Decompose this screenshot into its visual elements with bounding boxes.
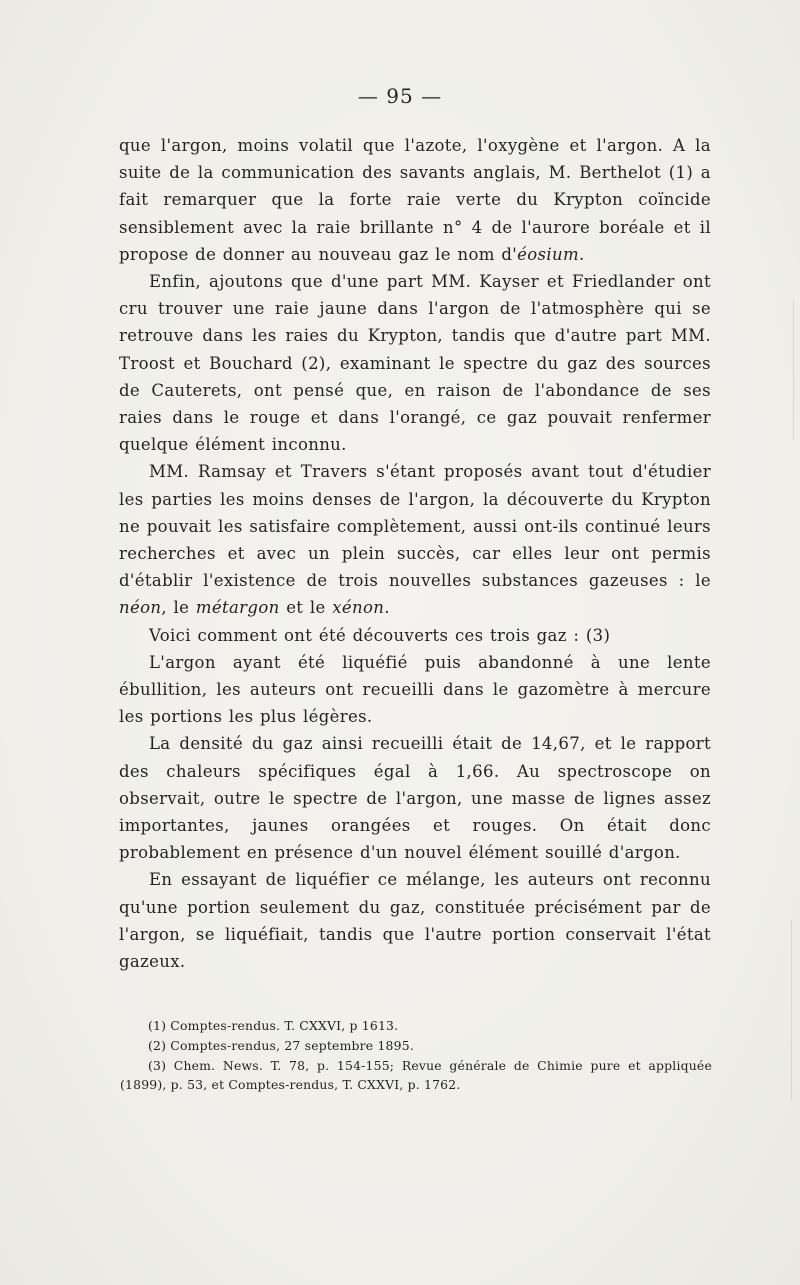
paragraph-1-end: . [578, 244, 585, 264]
paragraph-3 [119, 458, 711, 621]
paragraph-7: En essayant de liquéfier ce mélange, les auteurs ont reconnu qu'une portion seulement du gaz, constituée précisément par de l'argon, se liquéfiait, tandis que l'autre portion conservait l'état gazeux. [119, 870, 711, 972]
paragraph-3-text: MM. Ramsay et Travers s'étant proposés avant tout d'étudier les parties les moins denses de l'argon, la découverte du Krypton ne pouvait les satisfaire complètement, aussi ont-ils continué leurs recherches et avec un plein succès, car elles leur ont permis d'établir l'existence de trois nouvelles substances gazeuses : le [119, 462, 711, 591]
paragraph-5: L'argon ayant été liquéfié puis abandonné à une lente ébullition, les auteurs ont recueilli dans le gazomètre à mercure les portions les plus légères. [119, 652, 711, 727]
footnote-2: (2) Comptes-rendus, 27 septembre 1895. [148, 1037, 414, 1053]
term-neon: néon [119, 598, 162, 618]
footnote-3: (3) Chem. News. T. 78, p. 154-155; Revue générale de Chimie pure et appliquée (1899), p. 53, et Comptes-rendus, T. CXXVI, p. 1762. [120, 1057, 712, 1093]
term-xenon: xénon [332, 598, 385, 618]
paragraph-1 [119, 132, 711, 268]
paragraph-2: Enfin, ajoutons que d'une part MM. Kayser et Friedlander ont cru trouver une raie jaune dans l'argon de l'atmosphère qui se retrouve dans les raies du Krypton, tandis que d'autre part MM. Troost et Bouchard (2), examinant le spectre du gaz des sources de Cauterets, ont pensé que, en raison de l'abondance de ses raies dans le rouge et dans l'orangé, ce gaz pouvait renfermer quelque élément inconnu. [119, 272, 711, 455]
term-eosium: éosium [517, 244, 579, 264]
page-number: — 95 — [357, 84, 443, 108]
paragraph-4: Voici comment ont été découverts ces trois gaz : (3) [149, 625, 611, 645]
paragraph-3-end: . [384, 598, 390, 618]
paragraph-1-text: que l'argon, moins volatil que l'azote, l'oxygène et l'argon. A la suite de la communication des savants anglais, M. Berthelot (1) a fait remarquer que la forte raie verte du Krypton coïncide sensiblement avec la raie brillante n° 4 de l'aurore boréale et il propose de donner au nouveau gaz le nom d' [119, 136, 711, 264]
paragraph-6: La densité du gaz ainsi recueilli était de 14,67, et le rapport des chaleurs spécifiques égal à 1,66. Au spectroscope on observait, outre le spectre de l'argon, une masse de lignes assez importantes, jaunes orangées et rouges. On était donc probablement en présence d'un nouvel élément souillé d'argon. [119, 734, 711, 863]
paragraph-3-sep-2: et le [279, 598, 333, 618]
scan-edge-mark [793, 300, 794, 440]
scan-edge-mark [791, 920, 792, 1100]
footnote-1: (1) Comptes-rendus. T. CXXVI, p 1613. [148, 1018, 399, 1033]
body-text [119, 132, 711, 975]
term-metargon: métargon [195, 598, 280, 618]
paragraph-3-sep-1: , le [161, 598, 196, 618]
footnotes [120, 1016, 712, 1095]
